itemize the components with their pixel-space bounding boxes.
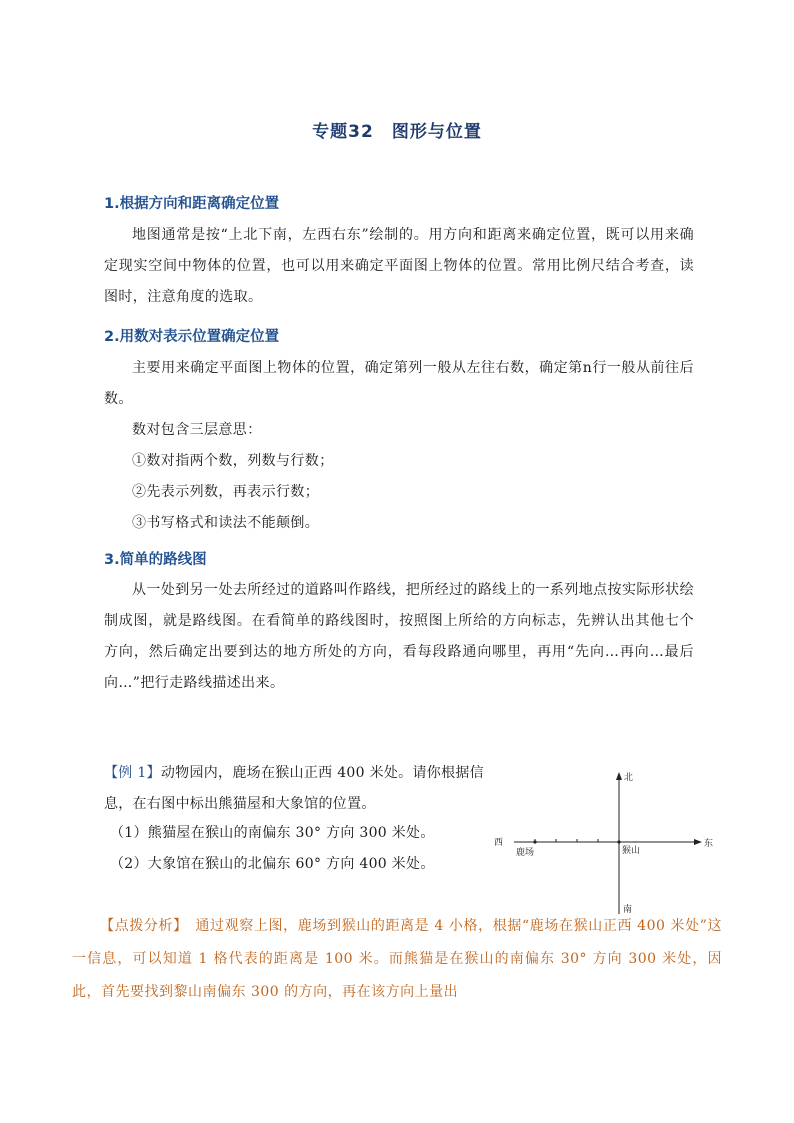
- example-text: 动物园内，鹿场在猴山正西 400 米处。请你根据信息，在右图中标出熊猫屋和大象馆的位置。: [104, 765, 484, 812]
- example-item-1: （1）熊猫屋在猴山的南偏东 30° 方向 300 米处。: [110, 825, 435, 841]
- east-arrow-icon: [694, 839, 702, 845]
- section-1-paragraph: 地图通常是按“上北下南，左西右东”绘制的。用方向和距离来确定位置，既可以用来确定现实空间中物体的位置，也可以用来确定平面图上物体的位置。常用比例尺结合考查，读图时，注意角度的选取。: [104, 227, 694, 305]
- east-label: 东: [704, 839, 714, 849]
- section-3-heading: 3.简单的路线图: [104, 552, 207, 568]
- section-2-line-2: ①数对指两个数，列数与行数；: [132, 453, 334, 469]
- south-label: 南: [623, 905, 633, 915]
- monkey-hill-label: 猴山: [622, 846, 641, 856]
- example-1: [104, 758, 494, 820]
- section-2-line-1: 数对包含三层意思：: [132, 422, 262, 438]
- page-title: 专题32 图形与位置: [312, 122, 482, 142]
- north-arrow-icon: [616, 772, 622, 780]
- direction-diagram: [486, 766, 722, 916]
- deer-park-label: 鹿场: [516, 848, 535, 858]
- example-item-2: （2）大象馆在猴山的北偏东 60° 方向 400 米处。: [110, 856, 435, 872]
- section-2-heading: 2.用数对表示位置确定位置: [104, 329, 280, 345]
- example-tag: 【例 1】: [104, 765, 161, 781]
- section-3-paragraph: 从一处到另一处去所经过的道路叫作路线，把所经过的路线上的一系列地点按实际形状绘制成图，就是路线图。在看简单的路线图时，按照图上所给的方向标志，先辨认出其他七个方向，然后确定出要到达的地方所处的方向，看每段路通向哪里，再用“先向…再向…最后向…”把行走路线描述出来。: [104, 582, 694, 691]
- west-label: 西: [494, 838, 504, 848]
- north-label: 北: [624, 773, 634, 783]
- section-2-paragraph: 主要用来确定平面图上物体的位置，确定第列一般从左往右数，确定第n行一般从前往后数。: [104, 360, 694, 407]
- monkey-hill-point: [617, 840, 620, 843]
- section-2-line-3: ②先表示列数，再表示行数；: [132, 484, 320, 500]
- section-2-line-4: ③书写格式和读法不能颠倒。: [132, 515, 320, 531]
- deer-park-point: [533, 840, 536, 843]
- section-1-heading: 1.根据方向和距离确定位置: [104, 196, 280, 212]
- analysis-paragraph: 【点拨分析】 通过观察上图，鹿场到猴山的距离是 4 小格，根据“鹿场在猴山正西 400 米处”这一信息，可以知道 1 格代表的距离是 100 米。而熊猫是在猴山的南偏东 30° 方向 300 米处，因此，首先要找到黎山南偏东 300 的方向，再在该方向上量出: [72, 918, 722, 1000]
